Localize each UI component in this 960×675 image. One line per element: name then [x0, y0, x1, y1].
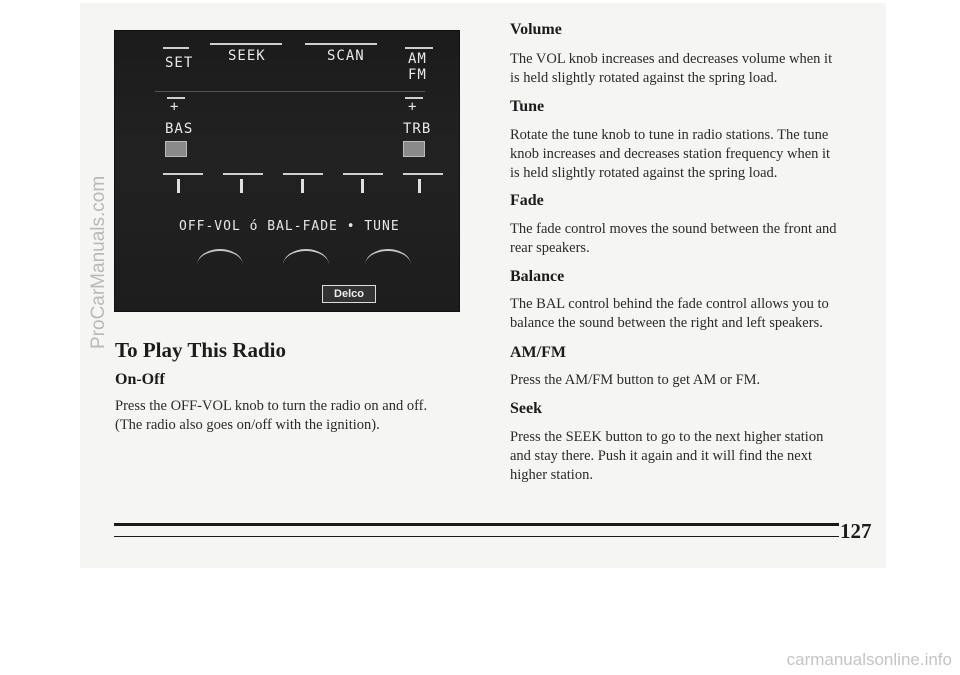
tune-paragraph: [510, 126, 830, 183]
text-line: and stay there. Push it again and it will find the next: [510, 448, 813, 464]
amfm-heading: AM/FM: [510, 344, 566, 361]
amfm-button-bar: [405, 47, 433, 49]
section-heading: To Play This Radio: [115, 338, 286, 362]
off-vol-knob: [197, 249, 243, 281]
preset-button-4: [361, 179, 364, 193]
text-line: knob increases and decreases station frequency when it: [510, 146, 831, 162]
text-line: is held slightly rotated against the spring load.: [510, 165, 778, 181]
text-line: Press the SEEK button to go to the next higher station: [510, 429, 824, 445]
preset-bar-2: [223, 173, 263, 175]
text-line: (The radio also goes on/off with the ignition).: [115, 417, 380, 433]
tune-heading: Tune: [510, 98, 545, 115]
treble-down-button: [403, 141, 425, 157]
footer-rule-thin: [114, 536, 839, 537]
text-line: is held slightly rotated against the spring load.: [510, 70, 778, 86]
fade-heading: Fade: [510, 192, 544, 209]
display-divider: [155, 91, 425, 92]
preset-bar-3: [283, 173, 323, 175]
set-button-bar: [163, 47, 189, 49]
bass-down-button: [165, 141, 187, 157]
bal-fade-knob: [283, 249, 329, 281]
text-line: Press the OFF-VOL knob to turn the radio on and off.: [115, 398, 428, 414]
am-label: AM: [408, 51, 427, 67]
balance-heading: Balance: [510, 268, 565, 285]
footer-rule-thick: [114, 523, 839, 526]
bass-plus-label: +: [170, 99, 180, 115]
seek-heading: Seek: [510, 400, 542, 417]
treble-plus-label: +: [408, 99, 418, 115]
preset-button-3: [301, 179, 304, 193]
treble-label: TRB: [403, 121, 432, 137]
preset-button-2: [240, 179, 243, 193]
seek-label: SEEK: [228, 48, 266, 64]
text-line: The fade control moves the sound between the front and: [510, 221, 837, 237]
watermark-carmanualsonline: carmanualsonline.info: [786, 650, 952, 669]
text-line: Rotate the tune knob to tune in radio stations. The tune: [510, 127, 829, 143]
volume-heading: Volume: [510, 21, 562, 38]
radio-faceplate-photo: [114, 30, 460, 312]
preset-button-1: [177, 179, 180, 193]
text-line: higher station.: [510, 467, 593, 483]
seek-paragraph: [510, 428, 823, 485]
amfm-paragraph: [510, 371, 760, 390]
tune-knob: [365, 249, 411, 281]
text-line: balance the sound between the right and left speakers.: [510, 315, 823, 331]
set-label: SET: [165, 55, 194, 71]
preset-bar-5: [403, 173, 443, 175]
volume-paragraph: [510, 50, 832, 88]
fade-paragraph: [510, 220, 837, 258]
text-line: rear speakers.: [510, 240, 590, 256]
balance-paragraph: [510, 295, 829, 333]
watermark-procarmanuals: ProCarManuals.com: [88, 175, 109, 349]
preset-button-5: [418, 179, 421, 193]
onoff-heading: On-Off: [115, 371, 165, 388]
text-line: The VOL knob increases and decreases volume when it: [510, 51, 833, 67]
fm-label: FM: [408, 67, 427, 83]
text-line: Press the AM/FM button to get AM or FM.: [510, 372, 761, 388]
page-number: 127: [840, 519, 872, 543]
bass-label: BAS: [165, 121, 194, 137]
knob-labels: OFF-VOL ó BAL-FADE • TUNE: [179, 219, 400, 234]
delco-logo: Delco: [322, 285, 376, 303]
preset-bar-4: [343, 173, 383, 175]
onoff-paragraph: [115, 397, 427, 435]
scan-label: SCAN: [327, 48, 365, 64]
text-line: The BAL control behind the fade control allows you to: [510, 296, 829, 312]
preset-bar-1: [163, 173, 203, 175]
seek-button-bar: [210, 43, 282, 45]
scan-button-bar: [305, 43, 377, 45]
